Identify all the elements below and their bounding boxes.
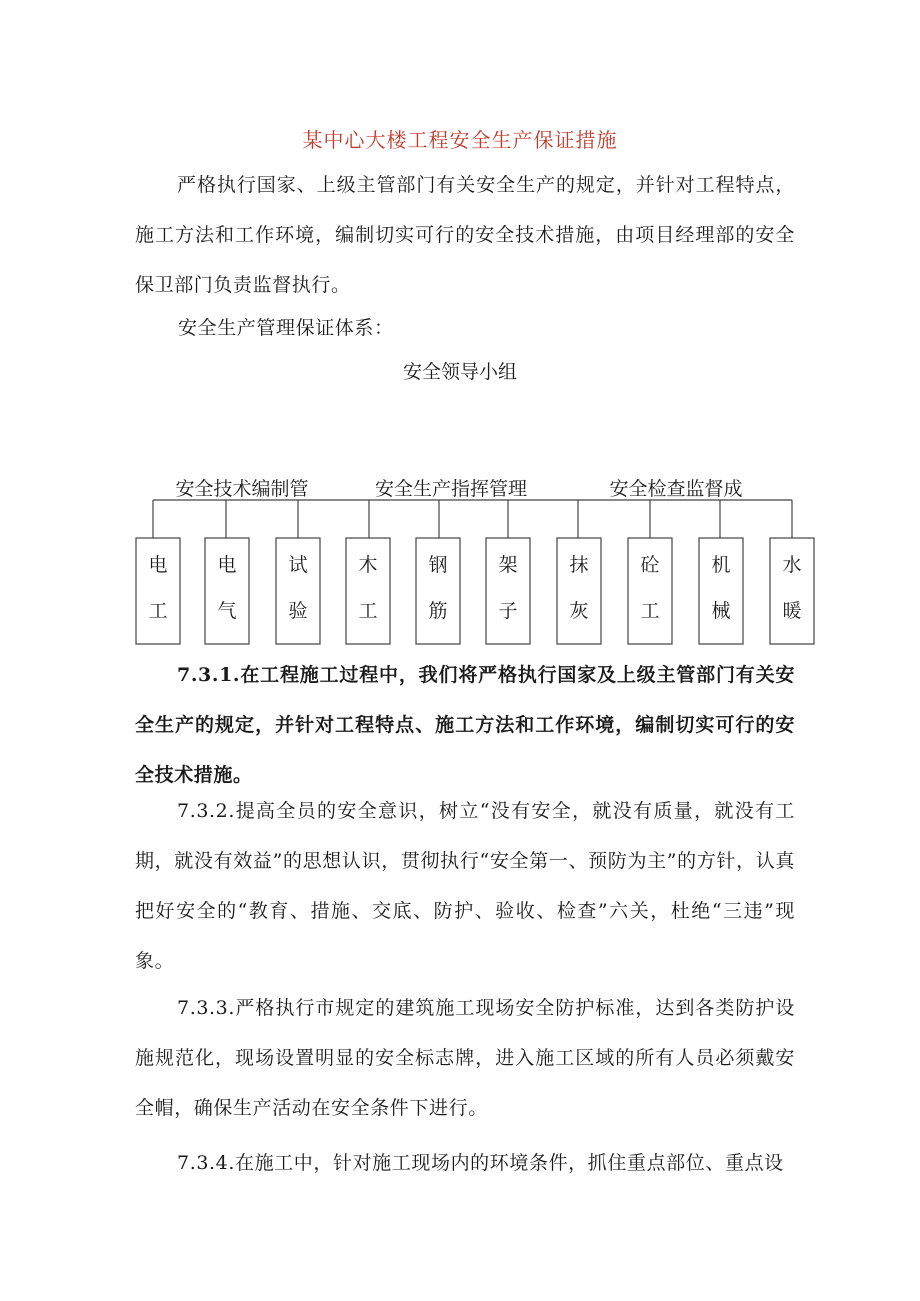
team-4-line1: 木 — [358, 554, 378, 576]
org-group-labels — [175, 478, 742, 500]
page-title: 某中心大楼工程安全生产保证措施 — [302, 128, 618, 152]
section-7-3-4: 7.3.4.在施工中，针对施工现场内的环境条件，抓住重点部位、重点设 — [177, 1152, 784, 1174]
section-7-3-3: 7.3.3.严格执行市规定的建筑施工现场安全防护标准，达到各类防护设施规范化，现场设置明显的安全标志牌，进入施工区域的所有人员必须戴安全帽，确保生产活动在安全条件下进行。 — [135, 997, 795, 1119]
section-7-3-2: 7.3.2.提高全员的安全意识，树立“没有安全，就没有质量，就没有工期，就没有效益”的思想认识，贯彻执行“安全第一、预防为主”的方针，认真把好安全的“教育、措施、交底、防护、验收、检查”六关，杜绝“三违”现象。 — [135, 800, 795, 972]
org-top-label: 安全领导小组 — [402, 361, 518, 383]
section-7-3-1: 7.3.1.在工程施工过程中，我们将严格执行国家及上级主管部门有关安全生产的规定，并针对工程特点、施工方法和工作环境，编制切实可行的安全技术措施。 — [135, 664, 795, 786]
team-7-line1: 抹 — [569, 554, 589, 576]
team-7-line2: 灰 — [569, 600, 589, 622]
team-5-line1: 钢 — [428, 554, 448, 576]
team-1-line1: 电 — [148, 554, 168, 576]
org-team-labels — [148, 554, 801, 622]
team-1-line2: 工 — [148, 600, 168, 622]
team-4-line2: 工 — [358, 600, 378, 622]
team-9-line2: 械 — [711, 600, 731, 622]
team-6-line1: 架 — [498, 554, 518, 576]
team-3-line2: 验 — [288, 600, 308, 622]
org-group-inspection: 安全检查监督成 — [609, 478, 743, 500]
team-8-line2: 工 — [640, 600, 660, 622]
team-10-line2: 暖 — [782, 600, 802, 622]
team-3-line1: 试 — [288, 554, 308, 576]
team-10-line1: 水 — [782, 554, 802, 576]
team-2-line2: 气 — [217, 600, 237, 622]
system-label: 安全生产管理保证体系： — [178, 317, 394, 339]
team-2-line1: 电 — [217, 554, 237, 576]
team-9-line1: 机 — [711, 554, 731, 576]
org-connector-lines — [153, 500, 792, 538]
org-group-production: 安全生产指挥管理 — [374, 478, 528, 500]
team-5-line2: 筋 — [428, 600, 448, 622]
org-group-technology: 安全技术编制管 — [175, 478, 309, 500]
intro-paragraph: 严格执行国家、上级主管部门有关安全生产的规定，并针对工程特点，施工方法和工作环境，编制切实可行的安全技术措施，由项目经理部的安全保卫部门负责监督执行。 — [135, 174, 795, 296]
team-8-line1: 砼 — [640, 554, 660, 576]
team-6-line2: 子 — [498, 600, 518, 622]
